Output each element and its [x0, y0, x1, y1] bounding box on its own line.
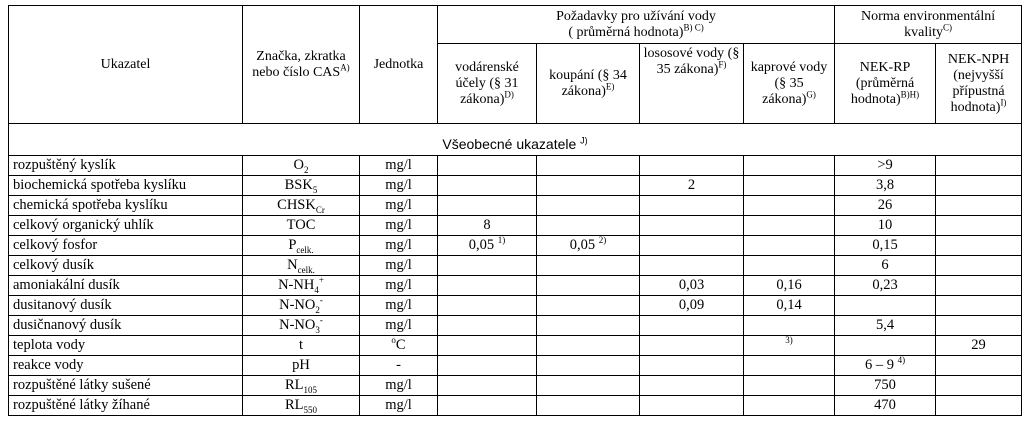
col-group-pozadavky: Požadavky pro užívání vody ( průměrná hodnota)$^{B) C)}$: [438, 6, 835, 44]
cell-ukazatel: chemická spotřeba kyslíku: [9, 196, 243, 216]
cell-vodarenske: 0,05 $^{1)}$: [438, 236, 537, 256]
table-row: [9, 156, 1022, 176]
cell-jednotka: mg/l: [360, 236, 438, 256]
cell-nek-nph: [936, 316, 1022, 336]
cell-kaprove: 0,14: [744, 296, 835, 316]
cell-ukazatel: teplota vody: [9, 336, 243, 356]
cell-vodarenske: [438, 256, 537, 276]
cell-lososove: [640, 356, 744, 376]
cell-znacka: $RL_{105}$: [243, 376, 360, 396]
cell-koupani: [537, 316, 640, 336]
col-jednotka: Jednotka: [360, 6, 438, 124]
cell-vodarenske: [438, 396, 537, 416]
cell-znacka: $RL_{550}$: [243, 396, 360, 416]
cell-kaprove: [744, 256, 835, 276]
cell-lososove: 0,03: [640, 276, 744, 296]
cell-kaprove: [744, 396, 835, 416]
cell-vodarenske: [438, 336, 537, 356]
cell-koupani: [537, 296, 640, 316]
table-row: [9, 276, 1022, 296]
table-body: [9, 156, 1022, 416]
table-row: [9, 216, 1022, 236]
cell-lososove: [640, 396, 744, 416]
cell-nek-rp: 0,15: [835, 236, 936, 256]
cell-koupani: 0,05 $^{2)}$: [537, 236, 640, 256]
cell-jednotka: mg/l: [360, 216, 438, 236]
section-row: [9, 124, 1022, 156]
cell-kaprove: [744, 316, 835, 336]
cell-kaprove: [744, 236, 835, 256]
table-row: [9, 236, 1022, 256]
cell-kaprove: [744, 356, 835, 376]
cell-nek-nph: [936, 236, 1022, 256]
col-lososove: lososové vody (§ 35 zákona)$^{F)}$: [640, 44, 744, 124]
cell-kaprove: [744, 176, 835, 196]
water-quality-table: [8, 5, 1022, 416]
cell-znacka: t: [243, 336, 360, 356]
cell-nek-rp: [835, 296, 936, 316]
cell-kaprove: [744, 196, 835, 216]
cell-nek-nph: [936, 156, 1022, 176]
table-row: [9, 256, 1022, 276]
col-vodarenske: vodárenské účely (§ 31 zákona)$^{D)}$: [438, 44, 537, 124]
cell-ukazatel: dusitanový dusík: [9, 296, 243, 316]
cell-kaprove: 3): [744, 336, 835, 356]
cell-jednotka: mg/l: [360, 296, 438, 316]
table-row: [9, 296, 1022, 316]
section-label: Všeobecné ukazatele $^{J)}$: [9, 124, 1022, 156]
cell-vodarenske: [438, 176, 537, 196]
cell-koupani: [537, 216, 640, 236]
cell-lososove: 0,09: [640, 296, 744, 316]
cell-nek-nph: [936, 256, 1022, 276]
cell-jednotka: $^o$C: [360, 336, 438, 356]
cell-nek-rp: 26: [835, 196, 936, 216]
cell-nek-rp: [835, 336, 936, 356]
table-row: [9, 336, 1022, 356]
col-kaprove: kaprové vody (§ 35 zákona)$^{G)}$: [744, 44, 835, 124]
cell-jednotka: mg/l: [360, 176, 438, 196]
cell-koupani: [537, 376, 640, 396]
cell-jednotka: mg/l: [360, 196, 438, 216]
cell-nek-rp: >9: [835, 156, 936, 176]
cell-znacka: $N_{celk.}$: [243, 256, 360, 276]
cell-jednotka: mg/l: [360, 316, 438, 336]
cell-jednotka: mg/l: [360, 256, 438, 276]
cell-ukazatel: rozpuštěné látky žíhané: [9, 396, 243, 416]
cell-nek-rp: 5,4: [835, 316, 936, 336]
cell-nek-rp: 10: [835, 216, 936, 236]
cell-ukazatel: biochemická spotřeba kyslíku: [9, 176, 243, 196]
cell-nek-nph: [936, 196, 1022, 216]
cell-vodarenske: [438, 296, 537, 316]
cell-jednotka: mg/l: [360, 396, 438, 416]
table-row: [9, 356, 1022, 376]
cell-lososove: [640, 156, 744, 176]
cell-nek-nph: [936, 296, 1022, 316]
cell-koupani: [537, 336, 640, 356]
cell-koupani: [537, 356, 640, 376]
cell-kaprove: [744, 156, 835, 176]
col-ukazatel: Ukazatel: [9, 6, 243, 124]
cell-znacka: $BSK_5$: [243, 176, 360, 196]
cell-koupani: [537, 256, 640, 276]
col-group-norma: Norma environmentální kvality$^{C)}$: [835, 6, 1022, 44]
cell-vodarenske: [438, 196, 537, 216]
cell-vodarenske: [438, 276, 537, 296]
cell-nek-nph: [936, 356, 1022, 376]
cell-ukazatel: celkový organický uhlík: [9, 216, 243, 236]
table-row: [9, 316, 1022, 336]
cell-vodarenske: [438, 156, 537, 176]
cell-ukazatel: dusičnanový dusík: [9, 316, 243, 336]
cell-znacka: $O_2$: [243, 156, 360, 176]
table-row: [9, 396, 1022, 416]
col-koupani: koupání (§ 34 zákona)$^{E)}$: [537, 44, 640, 124]
cell-nek-rp: 6: [835, 256, 936, 276]
cell-nek-nph: [936, 216, 1022, 236]
cell-znacka: $N-NH_4^+$: [243, 276, 360, 296]
cell-jednotka: mg/l: [360, 376, 438, 396]
cell-nek-rp: 0,23: [835, 276, 936, 296]
cell-jednotka: mg/l: [360, 276, 438, 296]
cell-jednotka: mg/l: [360, 156, 438, 176]
cell-znacka: $P_{celk.}$: [243, 236, 360, 256]
cell-nek-rp: 750: [835, 376, 936, 396]
cell-lososove: [640, 216, 744, 236]
cell-lososove: [640, 336, 744, 356]
cell-lososove: [640, 376, 744, 396]
cell-lososove: [640, 236, 744, 256]
cell-ukazatel: rozpuštěný kyslík: [9, 156, 243, 176]
cell-koupani: [537, 276, 640, 296]
cell-znacka: TOC: [243, 216, 360, 236]
cell-koupani: [537, 196, 640, 216]
cell-znacka: $N-NO_2^-$: [243, 296, 360, 316]
table-row: [9, 176, 1022, 196]
cell-jednotka: -: [360, 356, 438, 376]
cell-vodarenske: [438, 356, 537, 376]
cell-vodarenske: [438, 376, 537, 396]
cell-ukazatel: celkový dusík: [9, 256, 243, 276]
cell-nek-nph: [936, 396, 1022, 416]
cell-ukazatel: amoniakální dusík: [9, 276, 243, 296]
cell-nek-nph: [936, 276, 1022, 296]
cell-nek-rp: 470: [835, 396, 936, 416]
table-row: [9, 376, 1022, 396]
cell-nek-rp: 3,8: [835, 176, 936, 196]
cell-nek-nph: [936, 176, 1022, 196]
cell-nek-nph: 29: [936, 336, 1022, 356]
cell-lososove: [640, 196, 744, 216]
cell-znacka: pH: [243, 356, 360, 376]
cell-ukazatel: reakce vody: [9, 356, 243, 376]
col-znacka: Značka, zkratka nebo číslo $CAS^{A)}$: [243, 6, 360, 124]
cell-lososove: [640, 316, 744, 336]
cell-vodarenske: 8: [438, 216, 537, 236]
cell-kaprove: [744, 216, 835, 236]
cell-znacka: $N-NO_3^-$: [243, 316, 360, 336]
cell-koupani: [537, 156, 640, 176]
cell-ukazatel: rozpuštěné látky sušené: [9, 376, 243, 396]
col-nek-rp: NEK-RP (průměrná hodnota)$^{B)H)}$: [835, 44, 936, 124]
cell-znacka: $CHSK_{Cr}$: [243, 196, 360, 216]
cell-vodarenske: [438, 316, 537, 336]
cell-koupani: [537, 176, 640, 196]
col-nek-nph: NEK-NPH (nejvyšší přípustná hodnota)$^{I)}$: [936, 44, 1022, 124]
cell-koupani: [537, 396, 640, 416]
cell-nek-rp: 6 – 9 $^{4)}$: [835, 356, 936, 376]
cell-ukazatel: celkový fosfor: [9, 236, 243, 256]
cell-lososove: 2: [640, 176, 744, 196]
table-header: [9, 6, 1022, 124]
cell-nek-nph: [936, 376, 1022, 396]
cell-lososove: [640, 256, 744, 276]
table-row: [9, 196, 1022, 216]
cell-kaprove: [744, 376, 835, 396]
cell-kaprove: 0,16: [744, 276, 835, 296]
